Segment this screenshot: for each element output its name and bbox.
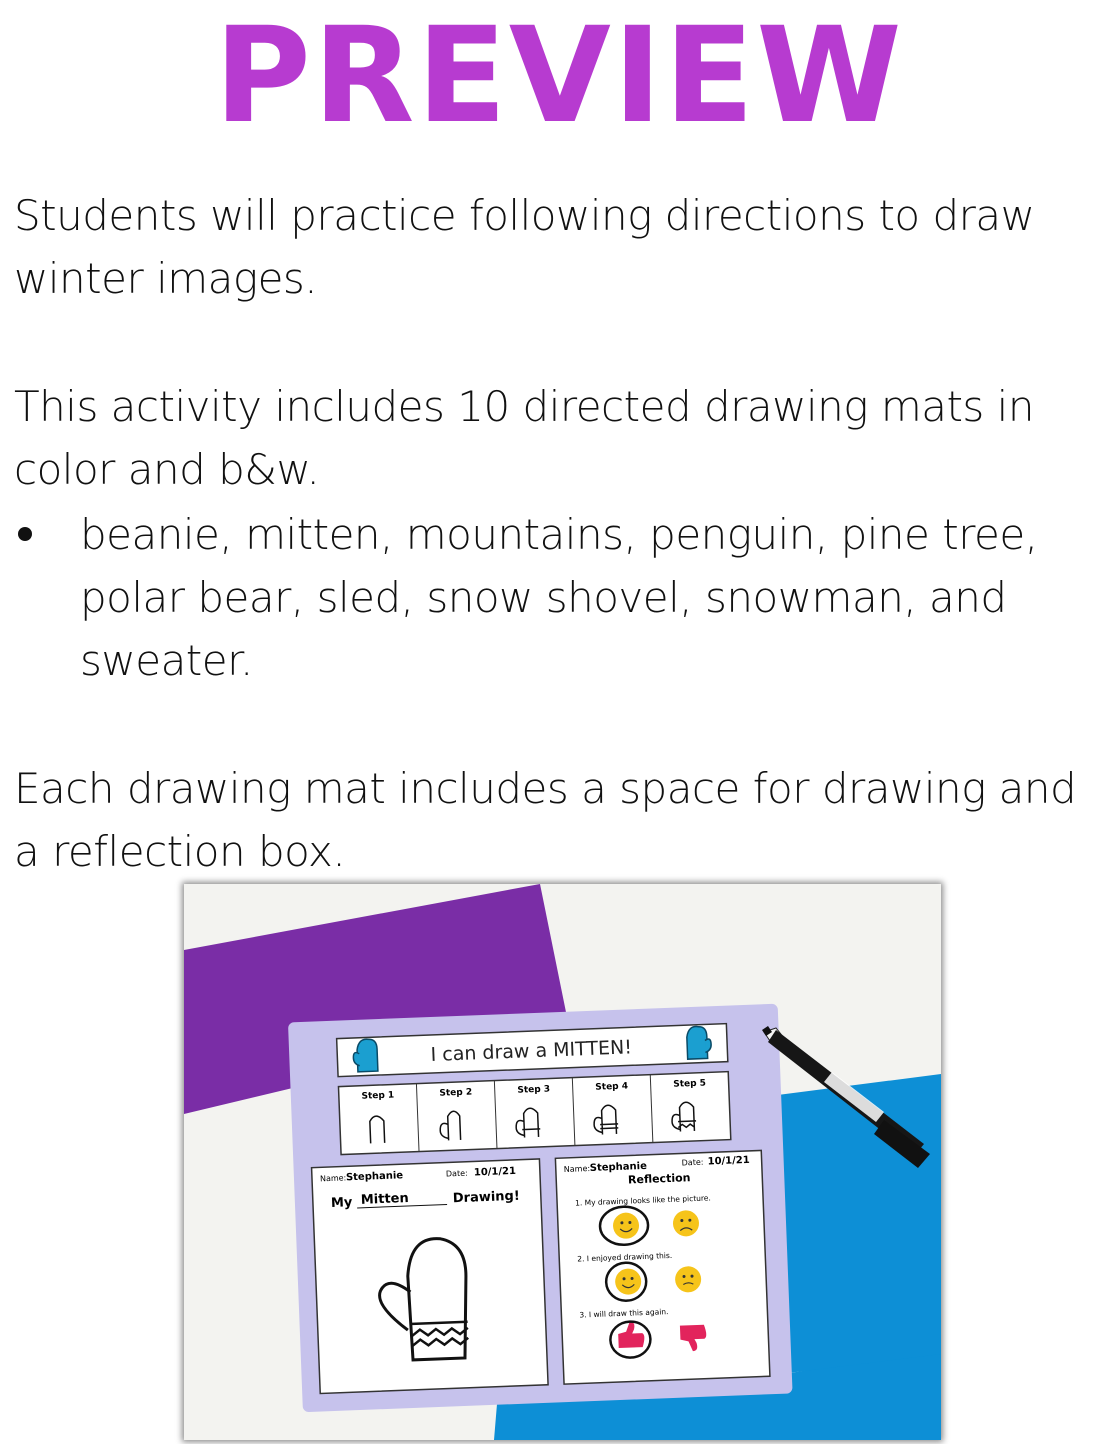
question-2: 2. I enjoyed drawing this. — [577, 1250, 673, 1264]
reflection-panel — [555, 1150, 770, 1384]
items-text: beanie, mitten, mountains, penguin, pine tree, polar bear, sled, snow shovel, snowman, and sweater. — [80, 510, 1038, 685]
name-label: Name: — [319, 1173, 347, 1184]
subject-value: Mitten — [360, 1190, 410, 1208]
step-label: Step 5 — [673, 1078, 707, 1090]
reflection-title: Reflection — [627, 1171, 691, 1187]
intro-paragraph: Students will practice following directions to draw winter images. — [14, 191, 1035, 303]
date-label: Date: — [681, 1157, 704, 1168]
my-label: My — [330, 1195, 353, 1211]
banner-text: I can draw a MITTEN! — [430, 1036, 633, 1067]
date-value: 10/1/21 — [473, 1165, 517, 1179]
question-3: 3. I will draw this again. — [579, 1307, 669, 1320]
name-value: Stephanie — [345, 1170, 404, 1184]
step-label: Step 3 — [517, 1084, 551, 1096]
question-1: 1. My drawing looks like the picture. — [574, 1193, 712, 1208]
steps-strip — [338, 1072, 730, 1155]
name-value: Stephanie — [589, 1160, 648, 1175]
photo-illustration — [184, 884, 941, 1440]
items-list — [14, 503, 1104, 692]
step-label: Step 2 — [439, 1087, 473, 1099]
drawing-label: Drawing! — [452, 1188, 521, 1207]
bullet-icon — [18, 527, 32, 541]
page-title: PREVIEW — [214, 0, 904, 153]
name-label: Name: — [563, 1163, 591, 1174]
date-label: Date: — [445, 1168, 468, 1179]
includes-paragraph: This activity includes 10 directed drawing mats in color and b&w. — [14, 382, 1034, 494]
step-label: Step 4 — [595, 1081, 629, 1093]
date-value: 10/1/21 — [707, 1154, 750, 1168]
list-item — [14, 503, 1104, 692]
step-label: Step 1 — [361, 1090, 395, 1102]
mat-info-paragraph: Each drawing mat includes a space for drawing and a reflection box. — [14, 764, 1077, 876]
preview-photo — [184, 884, 941, 1440]
